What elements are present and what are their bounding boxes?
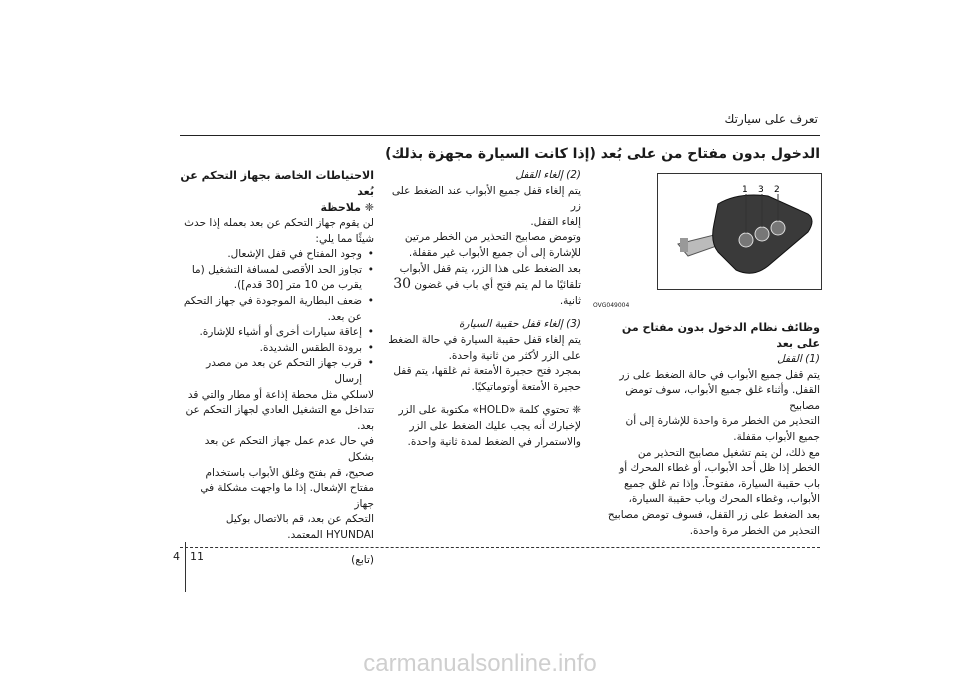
right-line: يتم قفل جميع الأبواب في حالة الضغط على زر <box>619 368 820 381</box>
middle-column <box>387 168 581 450</box>
seconds-number: 30 <box>393 276 412 293</box>
middle-line: للإشارة إلى أن جميع الأبواب غير مقفلة. <box>408 246 581 259</box>
right-column <box>593 320 820 539</box>
continued-label: (تابع) <box>351 554 374 567</box>
middle-line: ثانية. <box>559 294 581 307</box>
chapter-title: تعرف على سيارتك <box>724 112 818 126</box>
watermark: carmanualsonline.info <box>363 650 597 677</box>
middle-line-pre30: تلقائيًا ما لم يتم فتح أي باب في غضون <box>414 279 581 292</box>
bullet-item: • إعاقة سيارات أخرى أو أشياء للإشارة. <box>180 325 374 341</box>
right-line: باب حقيبة السيارة، مفتوحاً. وإذا تم غلق جميع <box>623 477 820 490</box>
middle-line-30 <box>387 277 581 294</box>
left-line: التحكم عن بعد، قم بالاتصال بوكيل <box>225 513 374 526</box>
header-rule <box>180 135 820 136</box>
right-heading-2: على بعد <box>776 337 820 350</box>
key-fob-figure <box>657 173 822 290</box>
bullet-item: • ضعف البطارية الموجودة في جهاز التحكم عن بعد. <box>180 294 374 325</box>
bullet-item: • برودة الطقس الشديدة. <box>180 341 374 357</box>
middle-line: بمجرد فتح حجيرة الأمتعة ثم غلقها، يتم قفل <box>393 365 581 378</box>
left-heading-2: ❈ ملاحظة <box>320 201 374 214</box>
right-line: مع ذلك، لن يتم تشغيل مصابيح التحذير من <box>637 446 820 459</box>
left-line: في حال عدم عمل جهاز التحكم عن بعد بشكل <box>204 435 374 463</box>
callout-3: 3 <box>758 185 764 195</box>
section-number: 4 <box>173 550 180 563</box>
right-heading-1: وظائف نظام الدخول بدون مفتاح من <box>621 321 820 334</box>
left-line: شيئًا مما يلي: <box>315 232 374 245</box>
bullet-item: • قرب جهاز التحكم عن بعد من مصدر إرسال <box>180 356 374 387</box>
middle-line: وتومض مصابيح التحذير من الخطر مرتين <box>404 231 581 244</box>
left-line: صحيح، قم بفتح وغلق الأبواب باستخدام <box>205 466 374 479</box>
bullet-item: • تجاوز الحد الأقصى لمسافة التشغيل (ما <box>180 263 374 279</box>
right-line: جميع الأبواب مقفلة. <box>733 430 820 443</box>
footer-divider <box>185 542 186 592</box>
right-line: الخطر إذا ظل أحد الأبواب، أو غطاء المحرك أو <box>619 462 820 475</box>
right-line: الأبواب، وغطاء المحرك وباب حقيبة السيارة، <box>628 493 820 506</box>
left-column <box>180 168 374 569</box>
left-line: HYUNDAI المعتمد. <box>287 528 374 541</box>
middle-line: على الزر لأكثر من ثانية واحدة. <box>448 349 581 362</box>
left-line: تتداخل مع التشغيل العادي لجهاز التحكم عن بعد. <box>185 404 374 432</box>
middle-line: حجيرة الأمتعة أوتوماتيكيًا. <box>471 380 581 393</box>
middle-line: بعد الضغط على هذا الزر، يتم قفل الأبواب <box>399 262 581 275</box>
key-fob-illustration <box>658 174 821 289</box>
right-line: التحذير من الخطر مرة واحدة للإشارة إلى أن <box>625 415 820 428</box>
left-line: يقرب من 10 متر [30 قدم]). <box>233 279 362 292</box>
callout-1: 1 <box>742 185 748 195</box>
note-line: ❈ تحتوي كلمة «HOLD» مكتوبة على الزر <box>398 404 581 417</box>
left-line: لن يقوم جهاز التحكم عن بعد بعمله إذا حدث <box>184 217 374 229</box>
note-line: لإخبارك أنه يجب عليك الضغط على الزر <box>409 419 581 432</box>
note-line: والاستمرار في الضغط لمدة ثانية واحدة. <box>407 435 581 448</box>
left-heading-1: الاحتياطات الخاصة بجهاز التحكم عن بُعد <box>180 169 374 198</box>
right-line: القفل. وأثناء غلق جميع الأبواب، سوف تومض مصابيح <box>625 384 820 412</box>
item-lock-head: (1) القفل <box>777 353 820 365</box>
footer-rule <box>180 547 820 548</box>
item-unlock-head: (2) إلغاء القفل <box>515 169 581 181</box>
right-line: بعد الضغط على زر القفل، فسوف تومض مصابيح <box>607 508 820 521</box>
middle-line: يتم إلغاء قفل جميع الأبواب عند الضغط على زر <box>391 184 581 213</box>
section-title: الدخول بدون مفتاح من على بُعد (إذا كانت السيارة مجهزة بذلك) <box>385 146 820 162</box>
right-line: التحذير من الخطر مرة واحدة. <box>689 524 820 537</box>
figure-caption: OVG049004 <box>593 302 630 309</box>
left-line: لاسلكي مثل محطة إذاعة أو مطار والتي قد <box>187 388 374 401</box>
bullet-item: • وجود المفتاح في قفل الإشعال. <box>180 247 374 263</box>
callout-2: 2 <box>774 185 780 195</box>
page-number: 11 <box>190 550 204 563</box>
left-line: مفتاح الإشعال. إذا ما واجهت مشكلة في جهاز <box>200 482 374 510</box>
middle-line: يتم إلغاء قفل حقيبة السيارة في حالة الضغط <box>388 333 581 346</box>
middle-line: إلغاء القفل. <box>530 215 581 228</box>
item-trunk-head: (3) إلغاء قفل حقيبة السيارة <box>458 318 581 331</box>
